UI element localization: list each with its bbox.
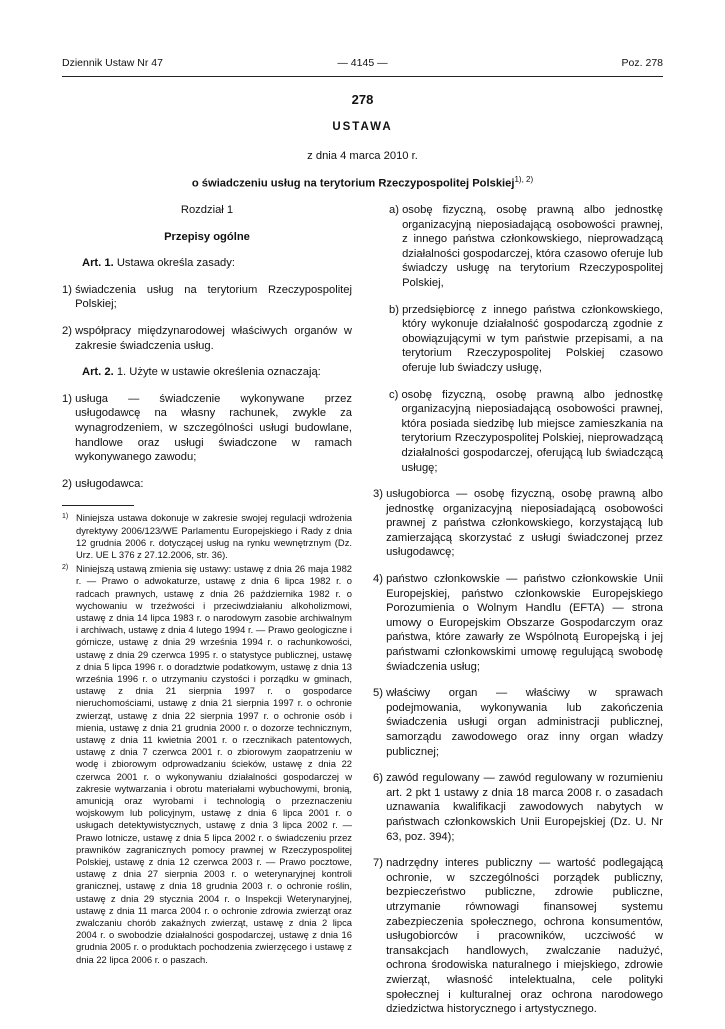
footnote: 2) Niniejszą ustawą zmienia się ustawy: ustawę z dnia 26 maja 1982 r. — Prawo o adwokaturze, ustawę z dnia 6 lipca 1982 r. o radcach prawnych, ustawę z dnia 26 października 1982 r. o wychowaniu w trzeźwości i przeciwdziałaniu alkoholizmowi, ustawę z dnia 14 lipca 1983 r. o narodowym zasobie archiwalnym i archiwach, ustawę z dnia 4 lutego 1994 r. — Prawo geologiczne i górnicze, ustawę z dnia 29 września 1994 r. o rachunkowości, ustawę z dnia 29 czerwca 1995 r. o statystyce publicznej, ustawę z dnia 5 lipca 1996 r. o doradztwie podatkowym, ustawę z dnia 13 września 1996 r. o utrzymaniu czystości i porządku w gminach, ustawę z dnia 21 sierpnia 1997 r. o gospodarce nieruchomościami, ustawę z dnia 21 sierpnia 1997 r. o ochronie zwierząt, ustawę z dnia 22 sierpnia 1997 r. o ochronie osób i mienia, ustawę z dnia 21 grudnia 2000 r. o dozorze technicznym, ustawę z dnia 11 kwietnia 2001 r. o rzecznikach patentowych, ustawę z dnia 7 czerwca 2001 r. o zbiorowym zaopatrzeniu w wodę i zbiorowym odprowadzaniu ścieków, ustawę z dnia 22 czerwca 2001 r. o wykonywaniu działalności gospodarczej w zakresie wytwarzania i obrotu materiałami wybuchowymi, bronią, amunicją oraz wyrobami i technologią o przeznaczeniu wojskowym lub policyjnym, ustawę z dnia 6 lipca 2001 r. o usługach detektywistycznych, ustawę z dnia 3 lipca 2002 r. — Prawo lotnicze, ustawę z dnia 5 lipca 2002 r. o świadczeniu przez prawników zagranicznych pomocy prawnej w Rzeczypospolitej Polskiej, ustawę z dnia 12 czerwca 2003 r. — Prawo pocztowe, ustawę z dnia 27 sierpnia 2003 r. o weterynaryjnej kontroli granicznej, ustawę z dnia 18 grudnia 2003 r. o ochronie roślin, ustawę z dnia 29 stycznia 2004 r. o Inspekcji Weterynaryjnej, ustawę z dnia 11 marca 2004 r. o ochronie zdrowia zwierząt oraz zwalczaniu chorób zakaźnych zwierząt, ustawę z dnia 2 lipca 2004 r. o swobodzie działalności gospodarczej, ustawę z dnia 16 grudnia 2005 r. o produktach pochodzenia zwierzęcego i ustawę z dnia 22 lipca 2006 r. o paszach.: [62, 563, 352, 965]
list-item: 6) zawód regulowany — zawód regulowany w rozumieniu art. 2 pkt 1 ustawy z dnia 18 marca 2008 r. o zasadach uznawania kwalifikacji zawodowych nabytych w państwach członkowskich Unii Europejskiej (Dz. U. Nr 63, poz. 394);: [373, 772, 663, 843]
list-item: b) przedsiębiorcę z innego państwa członkowskiego, który wykonuje działalność gospodarczą zgodnie z obowiązującymi w tym państwie przepisami, a na terytorium Rzeczypospolitej Polskiej czasowo oferuje lub świadczy usługę,: [389, 303, 663, 374]
chapter-label: Rozdział 1: [180, 204, 234, 216]
header-position: Poz. 278: [621, 57, 663, 69]
chapter-title: Przepisy ogólne: [164, 230, 250, 243]
list-item: 1) świadczenia usług na terytorium Rzeczypospolitej Polskiej;: [62, 283, 352, 311]
list-item: 3) usługobiorca — osobę fizyczną, osobę prawną albo jednostkę organizacyjną nieposiadającą osobowości prawnej z państwa członkowskiego, korzystającą lub zamierzającą skorzystać z usługi świadczonej przez usługodawcę;: [373, 488, 663, 559]
list-item: 5) właściwy organ — właściwy w sprawach podejmowania, wykonywania lub zakończenia świadczenia usługi organ administracji publicznej, samorządu zawodowego oraz inny organ władzy publicznej;: [373, 687, 663, 758]
footnote: 1) Niniejsza ustawa dokonuje w zakresie swojej regulacji wdrożenia dyrektywy 2006/123/WE Parlamentu Europejskiego i Rady z dnia 12 grudnia 2006 r. dotyczącej usług na rynku wewnętrznym (Dz. Urz. UE L 376 z 27.12.2006, str. 36).: [62, 512, 352, 560]
header-divider: [62, 76, 663, 77]
list-item: c) osobę fizyczną, osobę prawną albo jednostkę organizacyjną nieposiadającą osobowości prawnej, która posiada siedzibę lub miejsce zamieszkania na terytorium Rzeczypospolitej Polskiej, nieprowadzącą działalności gospodarczej, oferującą lub świadczącą usługę;: [389, 388, 663, 474]
list-item: 7) nadrzędny interes publiczny — wartość podlegającą ochronie, w szczególności porządek publiczny, bezpieczeństwo publiczne, zdrowie publiczne, utrzymanie równowagi finansowej systemu zabezpieczenia społecznego, ochrona konsumentów, usługobiorców i pracowników, uczciwość w transakcjach handlowych, zwalczanie nadużyć, ochrona środowiska naturalnego i miejskiego, zdrowie zwierząt, własność intelektualna, cele polityki społecznej i kulturalnej oraz ochrona narodowego dziedzictwa historycznego i artystycznego.: [373, 857, 663, 1016]
header-journal: Dziennik Ustaw Nr 47: [62, 57, 163, 69]
list-item: 2) usługodawca:: [62, 477, 144, 490]
art2-intro: Art. 2. 1. Użyte w ustawie określenia oznaczają:: [82, 366, 321, 379]
list-item: 4) państwo członkowskie — państwo członkowskie Unii Europejskiej, państwo członkowskie Europejskiego Porozumienia o Wolnym Handlu (EFTA) — strona umowy o Europejskim Obszarze Gospodarczym oraz państwa, które zawarły ze Wspólnotą Europejską i jej państwami członkowskimi umowę regulującą swobodę świadczenia usług;: [373, 573, 663, 673]
left-column: [62, 203, 352, 968]
list-item: 2) współpracy międzynarodowej właściwych organów w zakresie świadczenia usług.: [62, 324, 352, 352]
document-title-text: o świadczeniu usług na terytorium Rzeczypospolitej Polskiej: [191, 177, 515, 190]
position-number: 278: [351, 92, 374, 107]
list-item: a) osobę fizyczną, osobę prawną albo jednostkę organizacyjną nieposiadającą osobowości prawnej, z innego państwa członkowskiego, nieprowadzącą działalności gospodarczej, która czasowo oferuje lub świadczy usługę na terytorium Rzeczypospolitej Polskiej,: [389, 204, 663, 289]
list-item: 1) usługa — świadczenie wykonywane przez usługodawcę na własny rachunek, zwykle za wynagrodzeniem, w szczególności usługi budowlane, handlowe oraz usługi świadczone w ramach wykonywanego zawodu;: [62, 392, 352, 464]
document-date: z dnia 4 marca 2010 r.: [307, 150, 418, 162]
document-type: USTAWA: [332, 121, 393, 133]
footnote-divider: [62, 505, 134, 506]
art1-intro: Art. 1. Ustawa określa zasady:: [82, 257, 235, 270]
art1-label: Art. 1.: [82, 257, 114, 270]
header-page-number: — 4145 —: [337, 57, 388, 69]
title-footnote-refs: 1), 2): [514, 175, 534, 184]
right-column: [373, 203, 663, 1029]
document-title: [0, 175, 725, 190]
art2-label: Art. 2.: [82, 366, 114, 379]
